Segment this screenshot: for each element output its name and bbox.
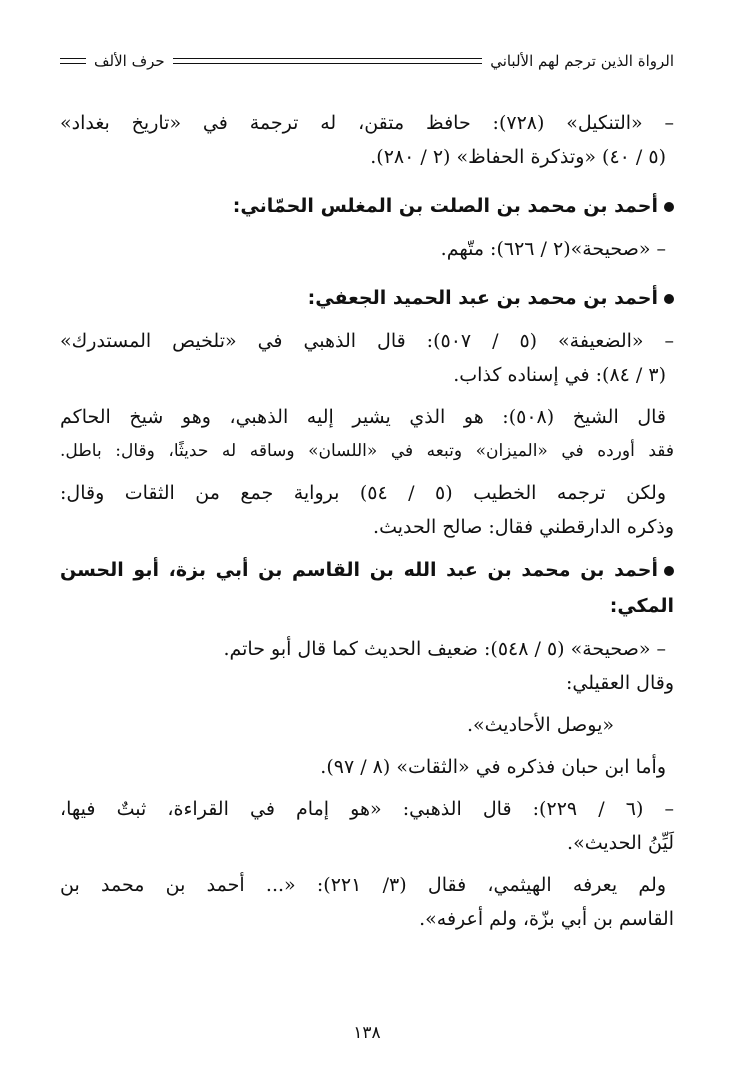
narrator-heading: [60, 188, 674, 224]
text-line: وأما ابن حبان فذكره في «الثقات» (٨ / ٩٧).: [320, 756, 666, 778]
text-line: – «صحيحة» (٥ / ٥٤٨): ضعيف الحديث كما قال أبو حاتم.: [223, 638, 666, 660]
bullet-icon: [664, 202, 674, 212]
narrator-name: أحمد بن محمد بن عبد الله بن القاسم بن أبي بزة، أبو الحسن: [60, 559, 658, 581]
text-line: – «صحيحة»(٢ / ٦٢٦): متّهم.: [440, 238, 666, 260]
text-line: ولم يعرفه الهيثمي، فقال (٣/ ٢٢١): «... أحمد بن محمد بن: [60, 874, 666, 896]
text-line: – «الضعيفة» (٥ / ٥٠٧): قال الذهبي في «تلخيص المستدرك»: [60, 330, 674, 352]
text-line: (٥ / ٤٠) «وتذكرة الحفاظ» (٢ / ٢٨٠).: [370, 146, 666, 168]
text-line: وذكره الدارقطني فقال: صالح الحديث.: [373, 516, 674, 538]
narrator-heading: [60, 280, 674, 316]
narrator-name: أحمد بن محمد بن عبد الحميد الجعفي:: [307, 287, 658, 309]
header-rule: [173, 58, 483, 64]
text-line: – «التنكيل» (٧٢٨): حافظ متقن، له ترجمة في «تاريخ بغداد»: [60, 112, 674, 134]
text-line: القاسم بن أبي بزّة، ولم أعرفه».: [419, 908, 674, 930]
running-header: [60, 50, 674, 72]
text-line: – (٦ / ٢٢٩): قال الذهبي: «هو إمام في القراءة، ثبتٌ فيها،: [60, 798, 674, 820]
text-line: وقال العقيلي:: [566, 672, 674, 694]
header-short-rule: [60, 58, 86, 64]
page: [60, 0, 674, 1087]
text-line: لَيِّنُ الحديث».: [567, 832, 674, 854]
text-line: (٣ / ٨٤): في إسناده كذاب.: [453, 364, 666, 386]
text-line: ولكن ترجمه الخطيب (٥ / ٥٤) برواية جمع من الثقات وقال:: [60, 482, 666, 504]
narrator-heading: [60, 552, 674, 588]
narrator-name: أحمد بن محمد بن الصلت بن المغلس الحمّاني:: [232, 195, 658, 217]
header-letter-section: حرف الألف: [94, 52, 165, 70]
text-line: فقد أورده في «الميزان» وتبعه في «اللسان» وساقه له حديثًا، وقال: باطل.: [60, 441, 674, 461]
text-line: قال الشيخ (٥٠٨): هو الذي يشير إليه الذهبي، وهو شيخ الحاكم: [60, 406, 667, 428]
quote-line: «يوصل الأحاديث».: [466, 714, 614, 736]
header-book-section: الرواة الذين ترجم لهم الألباني: [490, 52, 674, 70]
bullet-icon: [664, 566, 674, 576]
page-body: [60, 106, 674, 936]
page-number: ١٣٨: [353, 1023, 381, 1043]
bullet-icon: [664, 294, 674, 304]
narrator-heading-cont: المكي:: [609, 595, 674, 617]
